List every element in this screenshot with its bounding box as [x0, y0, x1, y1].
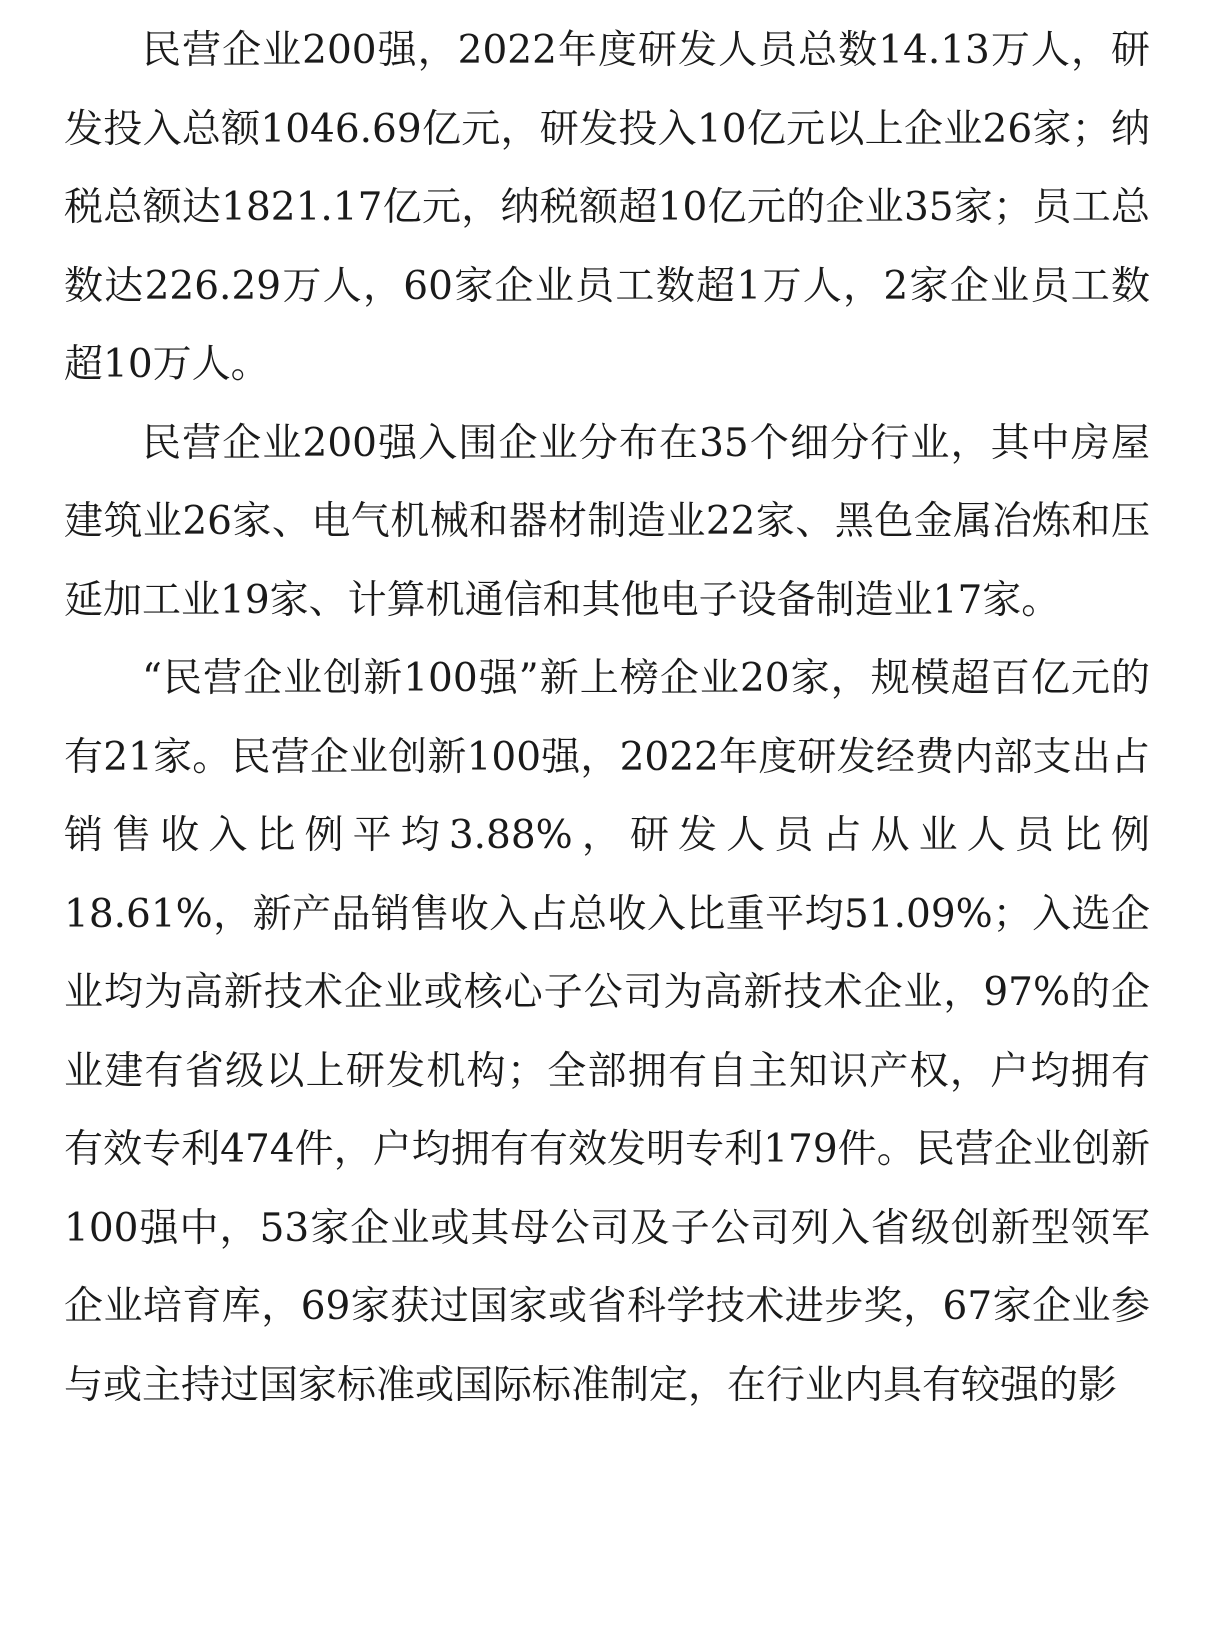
paragraph-1: 民营企业200强，2022年度研发人员总数14.13万人，研发投入总额1046.69亿元，研发投入10亿元以上企业26家；纳税总额达1821.17亿元，纳税额超10亿元的企业35家；员工总数达226.29万人，60家企业员工数超1万人，2家企业员工数超10万人。 — [64, 28, 1150, 387]
document-page — [64, 12, 1150, 1425]
paragraph-3: “民营企业创新100强”新上榜企业20家，规模超百亿元的有21家。民营企业创新100强，2022年度研发经费内部支出占销售收入比例平均3.88%，研发人员占从业人员比例18.61%，新产品销售收入占总收入比重平均51.09%；入选企业均为高新技术企业或核心子公司为高新技术企业，97%的企业建有省级以上研发机构；全部拥有自主知识产权，户均拥有有效专利474件，户均拥有有效发明专利179件。民营企业创新100强中，53家企业或其母公司及子公司列入省级创新型领军企业培育库，69家获过国家或省科学技术进步奖，67家企业参与或主持过国家标准或国际标准制定，在行业内具有较强的影 — [64, 656, 1150, 1408]
paragraph-2: 民营企业200强入围企业分布在35个细分行业，其中房屋建筑业26家、电气机械和器材制造业22家、黑色金属冶炼和压延加工业19家、计算机通信和其他电子设备制造业17家。 — [64, 420, 1150, 623]
